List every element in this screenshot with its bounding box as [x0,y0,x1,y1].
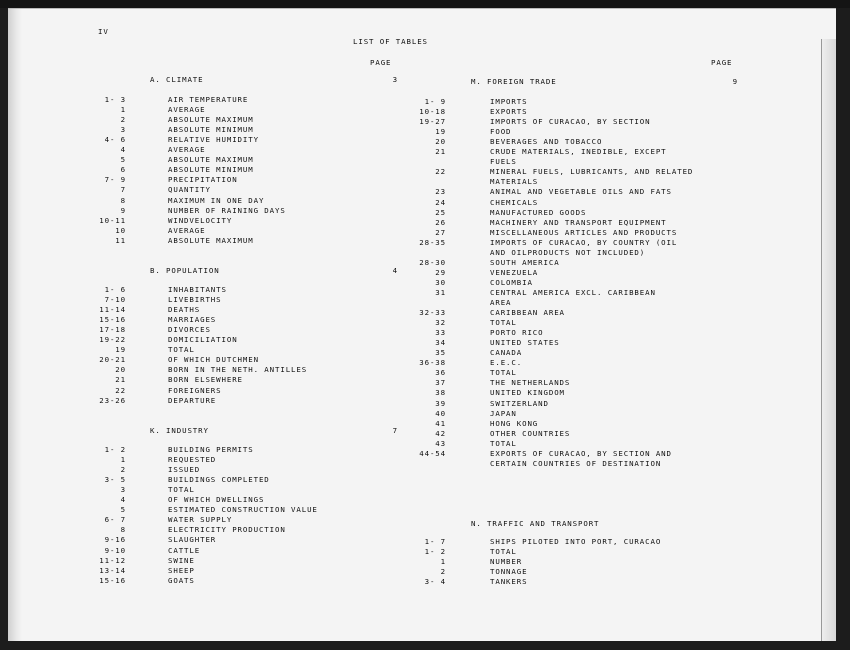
table-title: AREA [490,298,512,307]
page-number-roman: IV [98,27,109,36]
table-title: E.E.C. [490,358,523,368]
table-title: IMPORTS [490,97,528,106]
table-number: 1- 7 [424,537,446,546]
table-title: DOMICILIATION [168,335,238,345]
table-number: 13-14 [99,565,126,575]
table-title: CRUDE MATERIALS, INEDIBLE, EXCEPT [490,147,667,157]
table-title: BUILDINGS COMPLETED [168,475,270,485]
table-title: CHEMICALS [490,197,539,207]
document-page [8,8,836,641]
table-title: GOATS [168,575,195,585]
table-title: MISCELLANEOUS ARTICLES AND PRODUCTS [490,227,678,237]
table-number: 1- 6 [104,285,126,294]
table-title: OTHER COUNTRIES [490,428,571,438]
table-title: EXPORTS OF CURACAO, BY SECTION AND [490,448,672,458]
table-title: CATTLE [168,545,201,555]
table-number: 19-22 [99,335,126,345]
section-page-number: 9 [732,77,738,86]
table-number: 43 [435,438,446,448]
table-number: 35 [435,348,446,358]
table-title: THE NETHERLANDS [490,378,571,388]
table-number: 15-16 [99,315,126,325]
table-number: 34 [435,338,446,348]
table-title: TOTAL [490,438,517,448]
table-number: 19-27 [419,117,446,127]
page-stack-edge-right [821,39,836,641]
table-number: 28-30 [419,257,446,267]
table-number: 11-12 [99,555,126,565]
table-title: BORN IN THE NETH. ANTILLES [168,365,308,375]
table-title: CERTAIN COUNTRIES OF DESTINATION [490,458,662,468]
table-number: 28-35 [419,237,446,247]
table-number: 2 [120,115,126,125]
table-number: 1 [120,455,126,465]
table-number: 19 [115,345,126,355]
table-number: 4 [120,145,126,155]
table-number: 10 [115,225,126,235]
table-title: UNITED STATES [490,338,560,348]
table-number: 5 [120,505,126,515]
table-title: ABSOLUTE MINIMUM [168,125,254,135]
table-number: 10-11 [99,215,126,225]
table-title: RELATIVE HUMIDITY [168,135,259,145]
table-title: IMPORTS OF CURACAO, BY COUNTRY (OIL [490,237,678,247]
table-title: WATER SUPPLY [168,515,233,525]
table-title: TOTAL [490,368,517,378]
table-number: 40 [435,408,446,418]
table-number: 4- 6 [104,135,126,145]
table-number: 11 [115,235,126,245]
table-title: DIVORCES [168,325,211,335]
table-title: COLOMBIA [490,277,533,287]
table-number: 11-14 [99,305,126,315]
page-stack-edge-left [8,9,22,641]
table-title: ISSUED [168,465,201,475]
table-title: TOTAL [490,547,517,557]
table-number: 4 [120,495,126,505]
table-title: FOOD [490,127,512,137]
table-number: 7- 9 [104,175,126,185]
table-title: AVERAGE [168,225,206,235]
table-number: 39 [435,398,446,408]
table-number: 44-54 [419,448,446,458]
table-number: 9-10 [104,545,126,555]
table-title: ABSOLUTE MINIMUM [168,165,254,175]
table-number: 27 [435,227,446,237]
table-title: SLAUGHTER [168,535,217,545]
section-heading: K. INDUSTRY [150,426,209,435]
table-title: TOTAL [168,485,195,495]
table-title: MAXIMUM IN ONE DAY [168,195,265,205]
section-page-number: 3 [392,75,398,84]
table-title: MARRIAGES [168,315,217,325]
table-title: BEVERAGES AND TOBACCO [490,137,603,147]
table-number: 19 [435,127,446,137]
table-title: AND OILPRODUCTS NOT INCLUDED) [490,247,646,257]
section-page-number: 4 [392,266,398,275]
table-title: HONG KONG [490,418,539,428]
table-title: ABSOLUTE MAXIMUM [168,155,254,165]
table-title: CARIBBEAN AREA [490,308,565,318]
table-number: 9-16 [104,535,126,545]
table-number: 3- 4 [424,577,446,587]
table-title: OF WHICH DWELLINGS [168,495,265,505]
table-title: SOUTH AMERICA [490,257,560,267]
table-title: MINERAL FUELS, LUBRICANTS, AND RELATED [490,167,694,177]
table-title: OF WHICH DUTCHMEN [168,355,259,365]
table-number: 21 [115,375,126,385]
table-title: SHIPS PILOTED INTO PORT, CURACAO [490,537,662,546]
table-number: 37 [435,378,446,388]
page-column-header-right: PAGE [711,58,733,67]
table-title: PRECIPITATION [168,175,238,185]
table-number: 1- 9 [424,97,446,106]
table-number: 2 [120,465,126,475]
table-number: 33 [435,328,446,338]
section-heading: B. POPULATION [150,266,220,275]
page-column-header-left: PAGE [370,58,392,67]
table-title: TONNAGE [490,567,528,577]
table-number: 21 [435,147,446,157]
table-number: 31 [435,287,446,297]
table-number: 2 [440,567,446,577]
table-title: ELECTRICITY PRODUCTION [168,525,286,535]
table-number: 6 [120,165,126,175]
table-number: 5 [120,155,126,165]
table-title: NUMBER [490,557,523,567]
table-number: 29 [435,267,446,277]
table-number: 23 [435,187,446,197]
table-number: 20-21 [99,355,126,365]
table-title: BUILDING PERMITS [168,445,254,454]
table-number: 32 [435,318,446,328]
table-title: BORN ELSEWHERE [168,375,243,385]
table-number: 8 [120,525,126,535]
table-number: 22 [435,167,446,177]
table-title: TOTAL [168,345,195,355]
table-number: 3- 5 [104,475,126,485]
table-title: AVERAGE [168,145,206,155]
table-title: WINDVELOCITY [168,215,233,225]
table-number: 41 [435,418,446,428]
table-title: TANKERS [490,577,528,587]
table-number: 30 [435,277,446,287]
table-title: CANADA [490,348,523,358]
table-title: FUELS [490,157,517,167]
table-number: 22 [115,385,126,395]
table-title: VENEZUELA [490,267,539,277]
table-title: IMPORTS OF CURACAO, BY SECTION [490,117,651,127]
table-title: EXPORTS [490,107,528,117]
table-number: 32-33 [419,308,446,318]
table-number: 7-10 [104,295,126,305]
table-title: MATERIALS [490,177,539,187]
table-number: 3 [120,485,126,495]
table-number: 20 [435,137,446,147]
table-number: 36-38 [419,358,446,368]
table-number: 23-26 [99,395,126,405]
table-number: 1- 3 [104,95,126,104]
table-title: FOREIGNERS [168,385,222,395]
table-number: 17-18 [99,325,126,335]
table-title: AVERAGE [168,105,206,115]
table-title: TOTAL [490,318,517,328]
table-number: 1 [440,557,446,567]
section-page-number: 7 [392,426,398,435]
table-title: UNITED KINGDOM [490,388,565,398]
table-title: SWINE [168,555,195,565]
table-number: 1 [120,105,126,115]
table-title: JAPAN [490,408,517,418]
section-heading: N. TRAFFIC AND TRANSPORT [471,519,600,528]
table-number: 6- 7 [104,515,126,525]
table-title: SHEEP [168,565,195,575]
table-title: PORTO RICO [490,328,544,338]
table-title: CENTRAL AMERICA EXCL. CARIBBEAN [490,287,656,297]
page-title: LIST OF TABLES [353,37,428,46]
table-number: 10-18 [419,107,446,117]
table-number: 8 [120,195,126,205]
table-title: ABSOLUTE MAXIMUM [168,115,254,125]
table-number: 1- 2 [424,547,446,557]
table-number: 36 [435,368,446,378]
table-title: ESTIMATED CONSTRUCTION VALUE [168,505,318,515]
table-title: INHABITANTS [168,285,227,294]
table-number: 25 [435,207,446,217]
section-heading: A. CLIMATE [150,75,204,84]
table-title: AIR TEMPERATURE [168,95,249,104]
table-title: MANUFACTURED GOODS [490,207,587,217]
table-title: DEATHS [168,305,201,315]
table-title: MACHINERY AND TRANSPORT EQUIPMENT [490,217,667,227]
table-number: 24 [435,197,446,207]
table-number: 20 [115,365,126,375]
table-number: 26 [435,217,446,227]
table-title: ABSOLUTE MAXIMUM [168,235,254,245]
table-number: 7 [120,185,126,195]
scan-border-top [0,0,850,8]
table-title: ANIMAL AND VEGETABLE OILS AND FATS [490,187,672,197]
table-title: QUANTITY [168,185,211,195]
table-title: LIVEBIRTHS [168,295,222,305]
table-number: 3 [120,125,126,135]
table-number: 9 [120,205,126,215]
table-number: 42 [435,428,446,438]
table-title: DEPARTURE [168,395,217,405]
table-number: 15-16 [99,575,126,585]
table-number: 1- 2 [104,445,126,454]
table-title: REQUESTED [168,455,217,465]
table-number: 38 [435,388,446,398]
table-title: NUMBER OF RAINING DAYS [168,205,286,215]
table-title: SWITZERLAND [490,398,549,408]
section-heading: M. FOREIGN TRADE [471,77,557,86]
